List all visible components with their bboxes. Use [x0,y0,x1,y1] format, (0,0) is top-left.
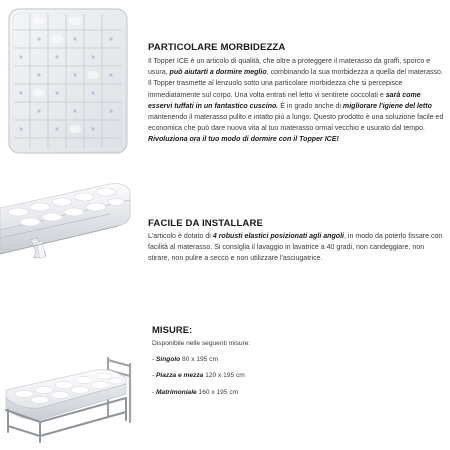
text-span: L'articolo è dotato di [148,233,213,240]
section-description-softness [148,56,446,146]
emphasis-span: migliorare l'igiene del letto [342,102,432,110]
size-name: Matrimoniale [156,389,197,396]
list-dash: - [152,389,157,396]
section-title-softness: PARTICOLARE MORBIDEZZA [148,42,286,53]
section-title-sizes: MISURE: [152,324,193,335]
list-dash: - [152,356,157,363]
topper-top-view-image [6,6,130,156]
size-dimensions: 120 x 195 cm [203,372,245,379]
size-item-piazza-e-mezza [152,372,245,379]
section-description-installation [148,231,446,265]
size-name: Singolo [156,356,181,363]
emphasis-span: Rivoluziona ora il tuo modo di dormire con il Topper ICE! [148,136,339,144]
text-span: È in grado anche di [278,102,343,110]
size-dimensions: 160 x 195 cm [196,389,239,396]
emphasis-span: sarà come esservi tuffati in un fantastico cuscino. [148,91,421,110]
list-dash: - [152,372,157,379]
section-title-installation: FACILE DA INSTALLARE [148,218,263,229]
size-item-singolo [152,356,218,363]
text-span: , in modo da poterlo fissare con facilità al materasso. Si consiglia il lavaggio in lavatrice a 40 gradi, non candeggiare, non stirare, non pulire a secco e non utilizzare l'asciugatrice. [148,233,443,263]
text-span: mantenendo il materasso pulito e intatto più a lungo. Questo prodotto è una soluzione facile ed economica che può dare nuova vita al tuo materasso ormai vecchio e usurato dal tempo. [148,114,444,133]
text-span: Il Topper ICE è un articolo di qualità, che oltre a proteggere il materasso da graffi, sporco e usura, [148,58,431,77]
size-dimensions: 80 x 195 cm [180,356,218,363]
size-item-matrimoniale [152,389,238,396]
emphasis-span: 4 robusti elastici posizionati agli angoli [212,233,344,240]
sizes-subtitle: Disponibile nelle seguenti misure: [152,340,251,347]
size-name: Piazza e mezza [156,372,204,379]
text-span: , combinando la sua morbidezza a quella del materasso. Il Topper trasmette al lenzuolo sotto una particolare morbidezza che si percepisce immediatamente sul corpo. Una volta entrati nel letto vi sentirete coccolati e [148,69,443,99]
topper-corner-image [0,178,134,270]
topper-on-bed-image [0,350,136,446]
emphasis-span: può aiutarti a dormire meglio [169,69,267,77]
